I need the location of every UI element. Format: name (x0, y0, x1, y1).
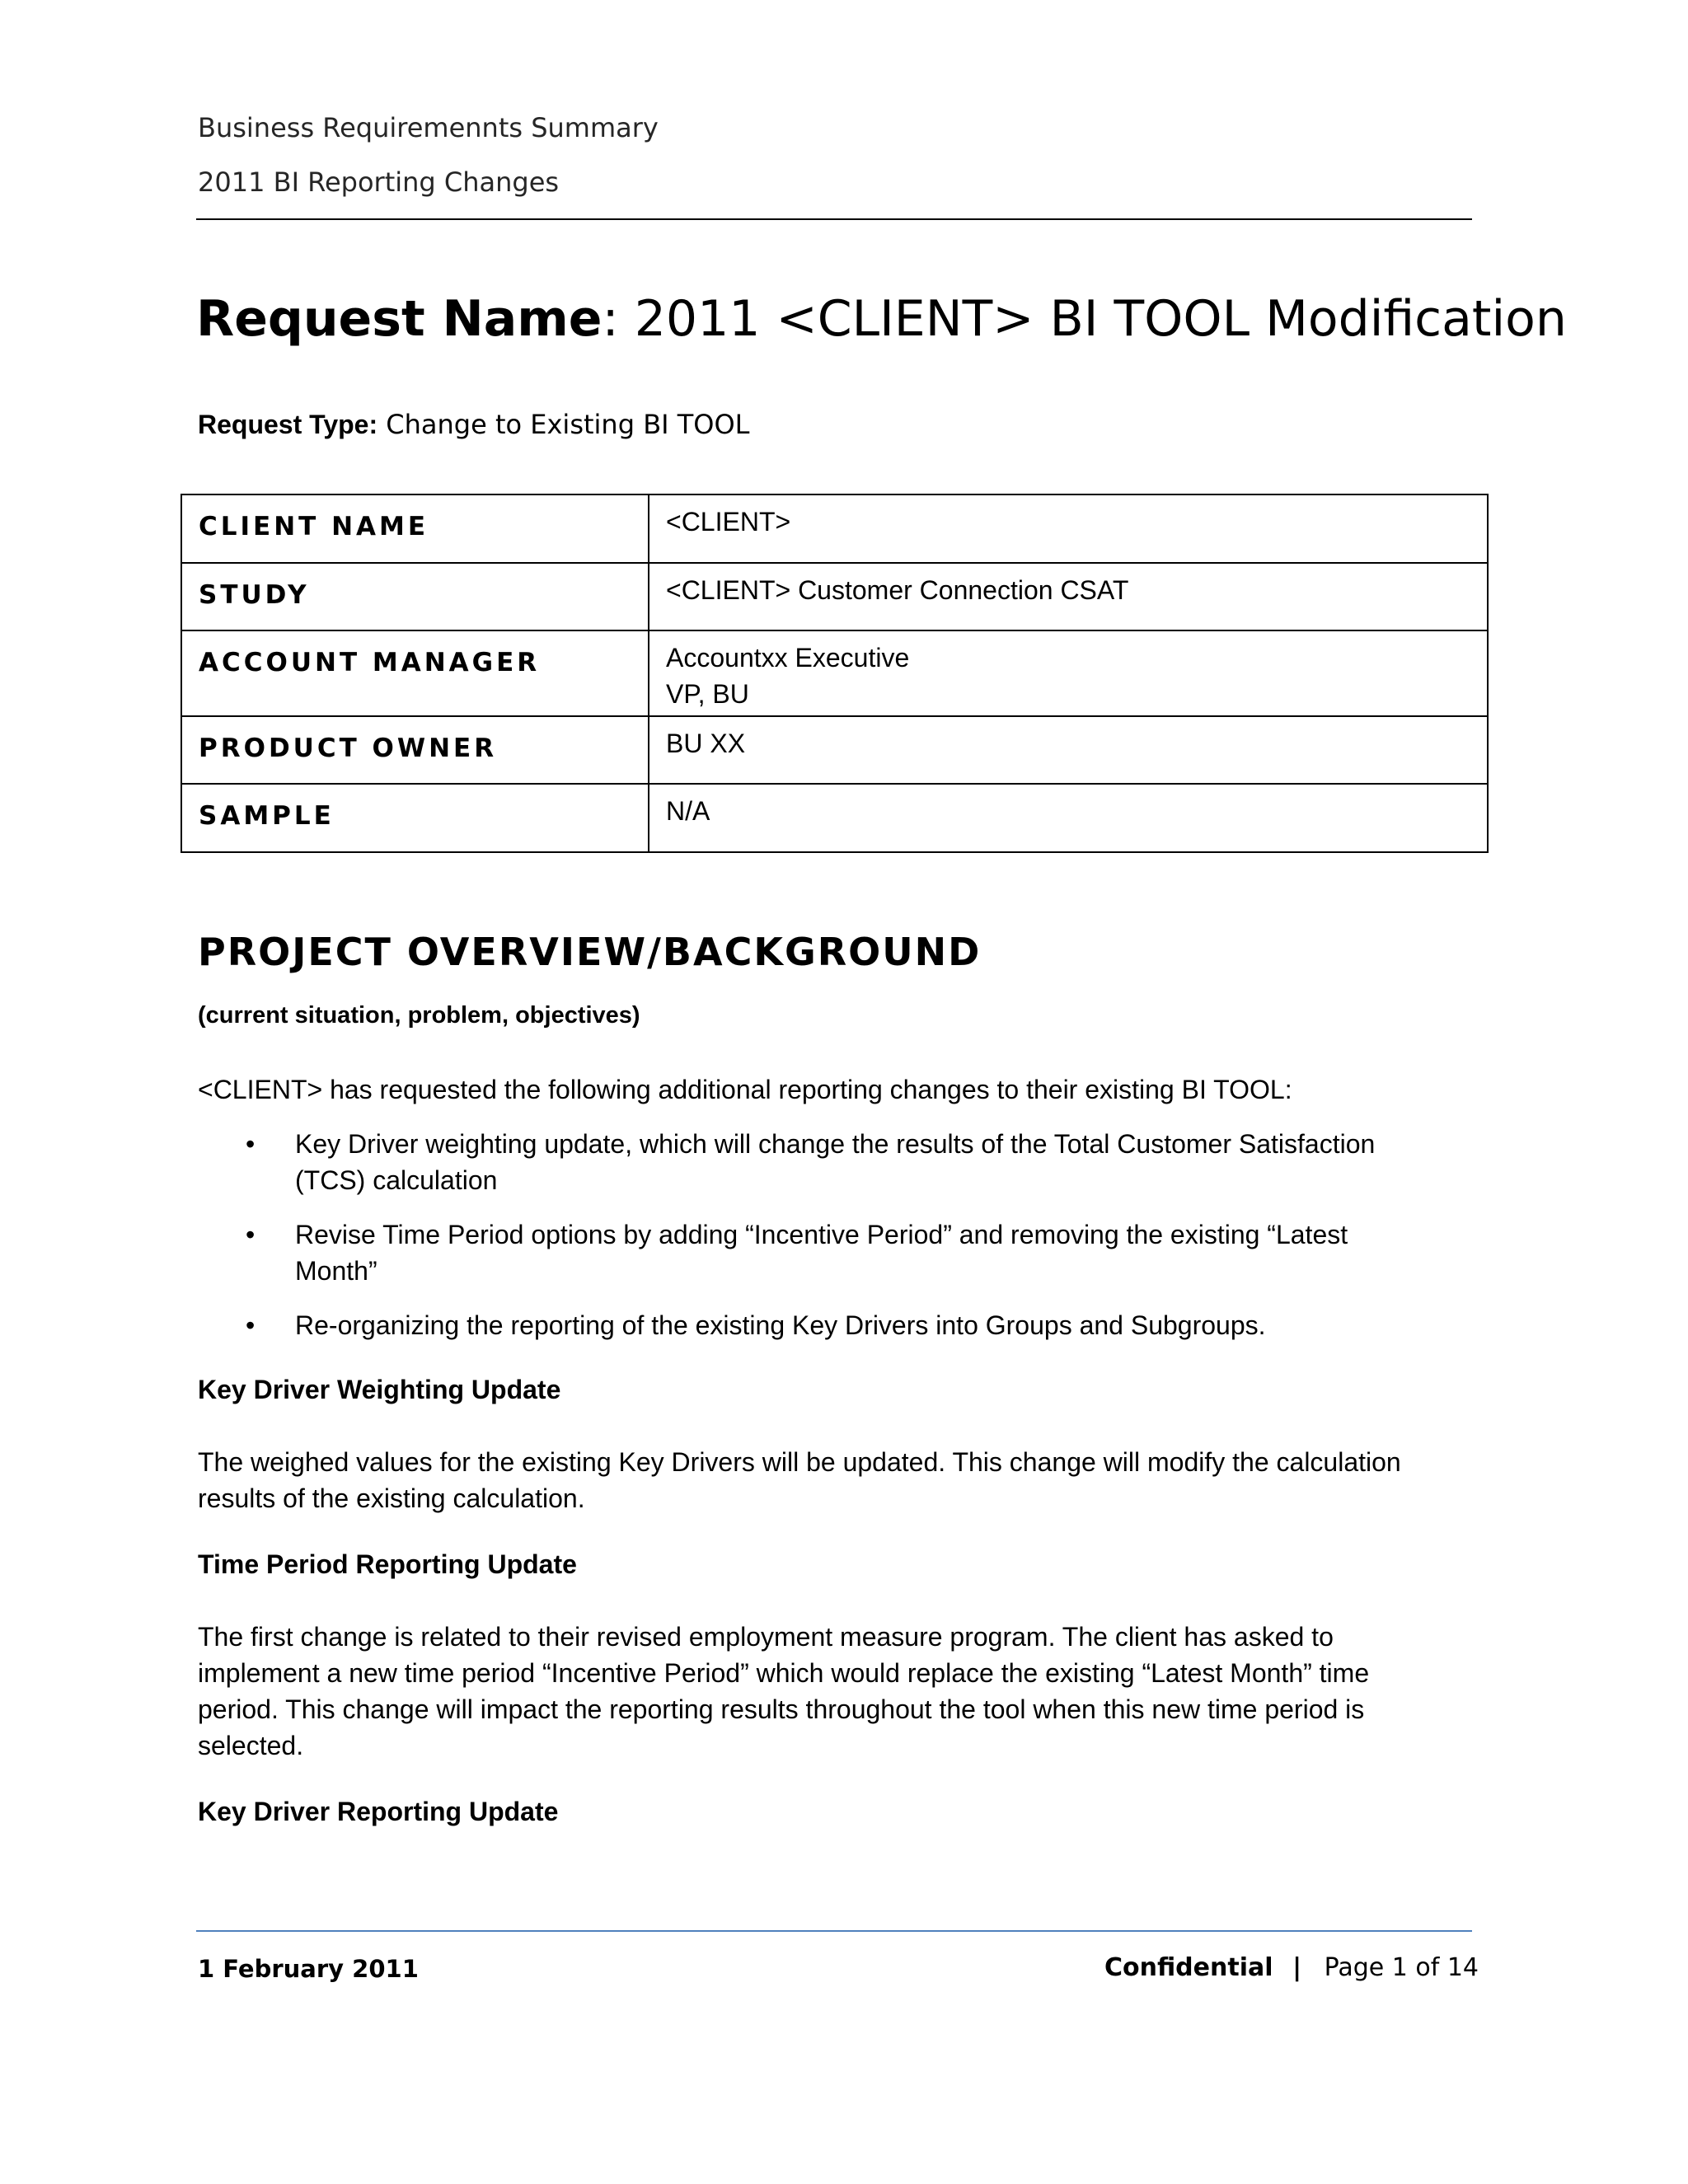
list-item (198, 1126, 1434, 1198)
footer-date: 1 February 2011 (198, 1955, 419, 1983)
time-period-heading: Time Period Reporting Update (198, 1549, 577, 1579)
row-value (649, 494, 1488, 563)
kd-weighting-paragraph: The weighed values for the existing Key Drivers will be updated. This change will modify the calculation results of the existing calculation. (198, 1447, 1401, 1513)
change-list (198, 1126, 1434, 1361)
row-label: CLIENT NAME (181, 494, 649, 563)
list-item-text: Revise Time Period options by adding “Incentive Period” and removing the existing “Latest Month” (295, 1220, 1348, 1286)
list-item (198, 1307, 1434, 1343)
row-label: PRODUCT OWNER (181, 716, 649, 784)
footer-page-info (1104, 1953, 1479, 1982)
table-row (181, 630, 1488, 716)
header-title: Business Requiremennts Summary (198, 112, 659, 143)
time-period-paragraph: The first change is related to their revised employment measure program. The client has asked to implement a new time period “Incentive Period” which would replace the existing “Latest Month” time period. This change will impact the reporting results throughout the tool when this new time period is selected. (198, 1622, 1370, 1760)
section-subheading: (current situation, problem, objectives) (198, 1002, 640, 1029)
kd-weighting-heading: Key Driver Weighting Update (198, 1375, 561, 1404)
row-value-line: <CLIENT> (666, 507, 791, 537)
bullet-icon: • (246, 1310, 256, 1340)
table-row (181, 494, 1488, 563)
bullet-icon: • (246, 1220, 256, 1249)
row-label: ACCOUNT MANAGER (181, 630, 649, 716)
request-name-value: 2011 <CLIENT> BI TOOL Modification (634, 290, 1567, 348)
list-item-text: Re-organizing the reporting of the existing Key Drivers into Groups and Subgroups. (295, 1310, 1266, 1340)
bullet-icon: • (246, 1129, 256, 1159)
footer-separator: | (1292, 1953, 1302, 1982)
row-value-line: BU XX (666, 729, 746, 758)
row-value (649, 716, 1488, 784)
intro-paragraph: <CLIENT> has requested the following additional reporting changes to their existing BI TOOL: (198, 1075, 1292, 1104)
footer-confidential: Confidential (1104, 1953, 1273, 1982)
request-type (198, 409, 750, 440)
header-divider (196, 218, 1472, 220)
row-label: SAMPLE (181, 784, 649, 852)
row-value (649, 784, 1488, 852)
project-info-table (181, 494, 1489, 853)
row-label: STUDY (181, 563, 649, 630)
footer-page-number: Page 1 of 14 (1324, 1953, 1479, 1982)
request-name-title (196, 290, 1567, 348)
list-item-text: Key Driver weighting update, which will change the results of the Total Customer Satisfaction (TCS) calculation (295, 1129, 1376, 1195)
row-value (649, 563, 1488, 630)
request-name-label: Request Name (196, 290, 603, 348)
table-row (181, 563, 1488, 630)
section-heading: PROJECT OVERVIEW/BACKGROUND (198, 930, 982, 974)
kd-reporting-heading: Key Driver Reporting Update (198, 1797, 559, 1826)
table-row (181, 716, 1488, 784)
row-value (649, 630, 1488, 716)
row-value-line: Accountxx Executive (666, 643, 910, 673)
row-value-line: N/A (666, 796, 710, 826)
table-row (181, 784, 1488, 852)
request-name-separator: : (602, 290, 635, 348)
request-type-label: Request Type: (198, 410, 378, 439)
row-value-line: VP, BU (666, 679, 749, 709)
footer-divider (196, 1930, 1472, 1932)
header-subtitle: 2011 BI Reporting Changes (198, 166, 560, 198)
row-value-line: <CLIENT> Customer Connection CSAT (666, 575, 1129, 605)
list-item (198, 1216, 1434, 1289)
request-type-value: Change to Existing BI TOOL (386, 409, 750, 440)
